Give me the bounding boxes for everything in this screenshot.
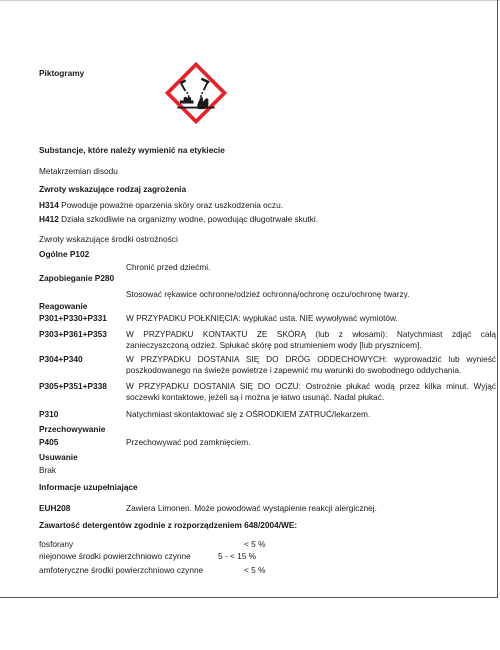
precaution-heading: Zwroty wskazujące środki ostrożności (39, 234, 178, 244)
response-code: P310 (39, 409, 59, 419)
response-text-line1: W PRZYPADKU DOSTANIA SIĘ DO DRÓG ODDECHOWYCH: wyprowadzić lub wynieść (126, 354, 496, 364)
disposal-text: Brak (39, 465, 57, 475)
precaution-general-label: Ogólne P102 (39, 249, 90, 259)
hazard-text: Powoduje poważne oparzenia skóry oraz uszkodzenia oczu. (61, 200, 283, 210)
response-text-line1: W PRZYPADKU POŁKNIĘCIA: wypłukać usta. NIE wywoływać wymiotów. (126, 313, 398, 323)
hazard-text: Działa szkodliwie na organizmy wodne, powodując długotrwałe skutki. (61, 214, 319, 224)
supplementary-text: Zawiera Limonen. Może powodować wystąpienie reakcji alergicznej. (126, 503, 377, 513)
substance-name: Metakrzemian disodu (39, 166, 118, 176)
prevention-label: Zapobieganie P280 (39, 273, 115, 283)
response-text-line1: Natychmiast skontaktować się z OŚRODKIEM ZATRUĆ/lekarzem. (126, 409, 371, 419)
page-right-border (497, 0, 498, 597)
hazard-row (39, 214, 318, 224)
supplementary-heading: Informacje uzupełniające (39, 482, 138, 492)
response-text-line2: zanieczyszczoną odzież. Spłukać skórę pod strumieniem wody [lub prysznicem]. (126, 340, 422, 350)
detergent-value: 5 - < 15 % (218, 551, 257, 561)
hazard-code: H412 (39, 214, 59, 224)
response-code: P305+P351+P338 (39, 381, 107, 391)
detergent-name: fosforany (39, 539, 74, 549)
detergent-name: amfoteryczne środki powierzchniowo czynne (39, 565, 204, 575)
response-code: P303+P361+P353 (39, 329, 107, 339)
precaution-general-text: Chronić przed dziećmi. (126, 262, 211, 272)
detergent-value: < 5 % (244, 565, 266, 575)
response-label: Reagowanie (39, 301, 88, 311)
supplementary-code: EUH208 (39, 503, 71, 513)
storage-label: Przechowywanie (39, 424, 106, 434)
page-top-border (0, 0, 500, 1)
hazard-code: H314 (39, 200, 59, 210)
response-text-line2: soczewki kontaktowe, jeżeli są i można je łatwo usunąć. Nadal płukać. (126, 392, 385, 402)
response-text-line1: W PRZYPADKU DOSTANIA SIĘ DO OCZU: Ostrożnie płukać wodą przez kilka minut. Wyjąć (126, 381, 496, 391)
page-bottom-border (0, 597, 498, 598)
corrosion-icon (165, 62, 227, 124)
response-text-line2: poszkodowanego na świeże powietrze i zapewnić mu warunki do swobodnego oddychania. (126, 365, 462, 375)
hazard-row (39, 200, 283, 210)
disposal-label: Usuwanie (39, 452, 78, 462)
storage-text: Przechowywać pod zamknięciem. (126, 437, 251, 447)
substances-heading: Substancje, które należy wymienić na etykiecie (39, 145, 225, 155)
response-text-line1: W PRZYPADKU KONTAKTU ZE SKÓRĄ (lub z włosami): Natychmiast zdjąć całą (126, 329, 496, 339)
storage-code: P405 (39, 437, 59, 447)
detergents-heading: Zawartość detergentów zgodnie z rozporządzeniem 648/2004/WE: (39, 520, 298, 530)
prevention-text: Stosować rękawice ochronne/odzież ochronną/ochronę oczu/ochronę twarzy. (126, 289, 410, 299)
response-code: P304+P340 (39, 354, 83, 364)
detergent-value: < 5 % (244, 539, 266, 549)
hazard-heading: Zwroty wskazujące rodzaj zagrożenia (39, 184, 187, 194)
detergent-name: niejonowe środki powierzchniowo czynne (39, 551, 191, 561)
response-code: P301+P330+P331 (39, 313, 107, 323)
pictograms-heading: Piktogramy (39, 68, 85, 78)
